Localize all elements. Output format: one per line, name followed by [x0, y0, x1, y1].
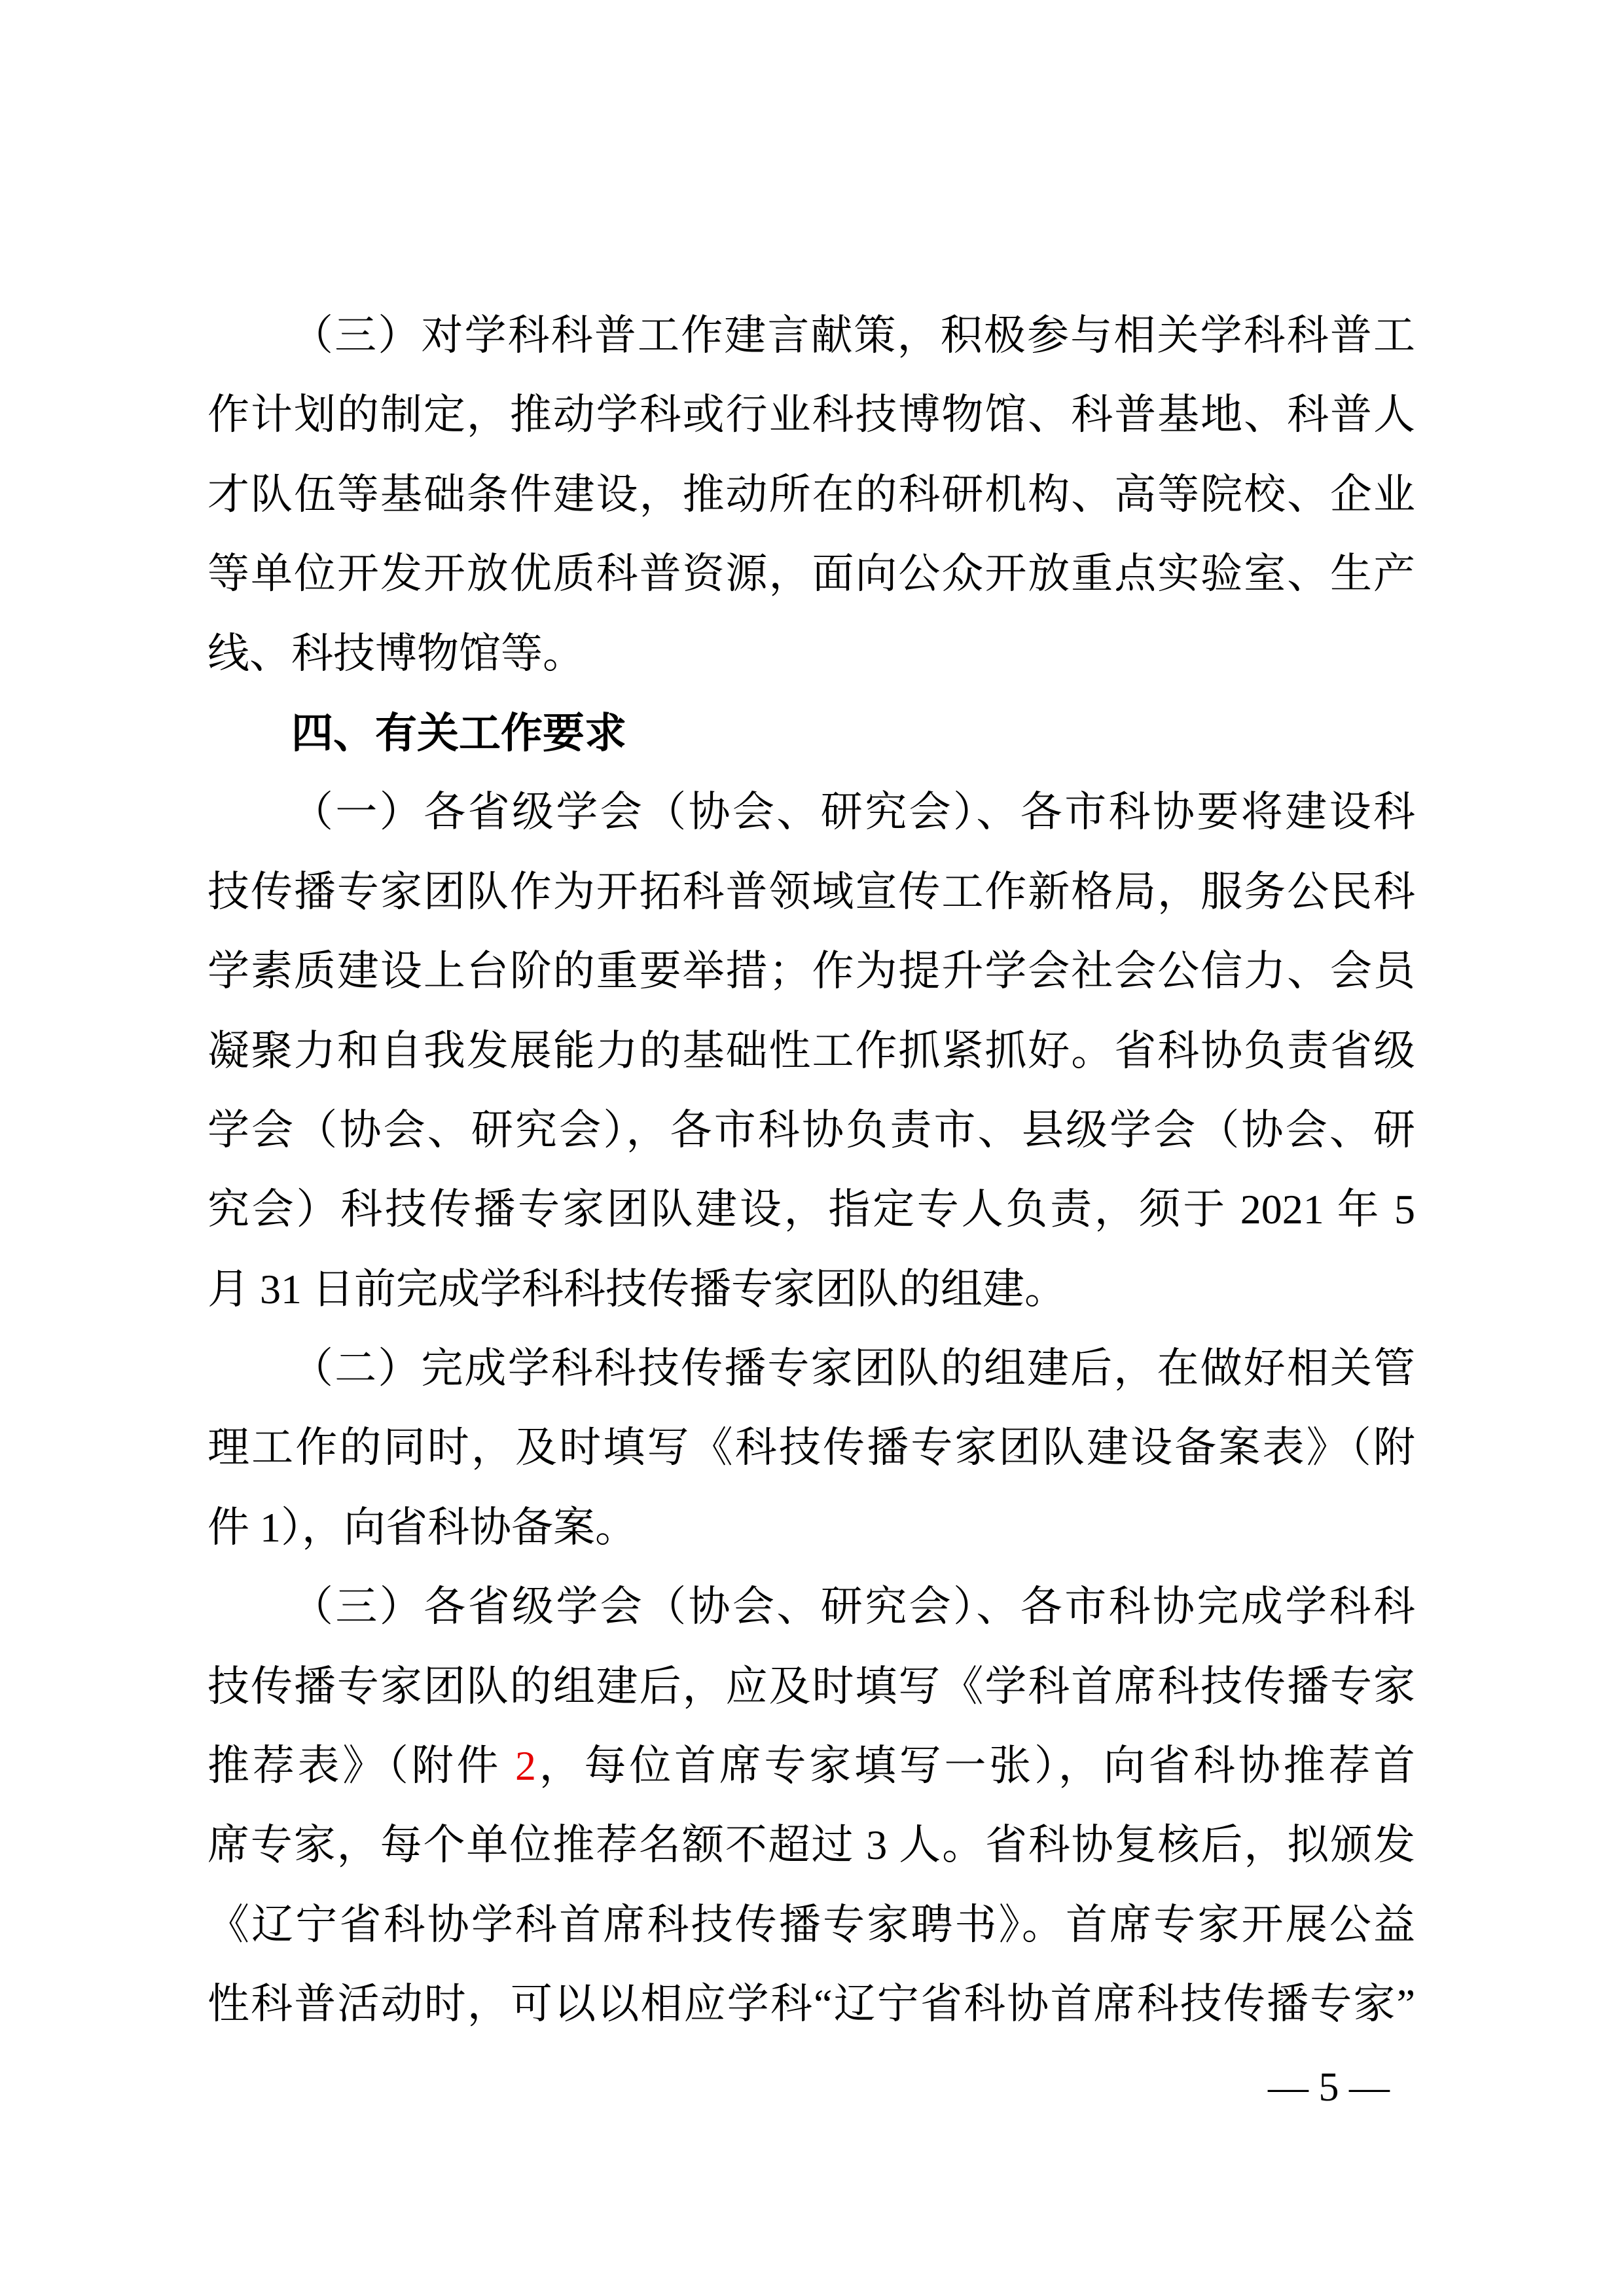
text-segment: 等单位开发开放优质科普资源，面向公众开放重点实验室、生产 [208, 550, 1415, 598]
text-line [208, 312, 1415, 391]
text-line [208, 1424, 1415, 1503]
text-segment: 究会）科技传播专家团队建设，指定专人负责，须于 2021 年 5 [208, 1186, 1415, 1233]
text-line [208, 471, 1415, 550]
text-segment: 理工作的同时，及时填写《科技传播专家团队建设备案表》（附 [208, 1424, 1415, 1471]
text-line [208, 1265, 1415, 1344]
text-segment: （三）对学科科普工作建言献策，积极参与相关学科科普工 [291, 312, 1415, 359]
text-line [208, 1663, 1415, 1742]
text-line [208, 1027, 1415, 1106]
text-segment: （三）各省级学会（协会、研究会）、各市科协完成学科科 [291, 1583, 1415, 1631]
text-line [208, 1980, 1415, 2059]
text-segment: 技传播专家团队作为开拓科普领域宣传工作新格局，服务公民科 [208, 868, 1415, 915]
text-segment: 月 31 日前完成学科科技传播专家团队的组建。 [208, 1265, 1066, 1312]
text-segment: 线、科技博物馆等。 [208, 630, 585, 677]
text-line [208, 391, 1415, 470]
section-heading-4 [208, 709, 1415, 788]
text-line [208, 550, 1415, 629]
text-segment: 学会（协会、研究会），各市科协负责市、县级学会（协会、研 [208, 1106, 1415, 1153]
text-line [208, 788, 1415, 867]
text-line [208, 1344, 1415, 1424]
text-line [208, 1901, 1415, 1980]
text-line [208, 947, 1415, 1026]
paragraph-item-3-prev-section [208, 312, 1415, 709]
text-segment: 学素质建设上台阶的重要举措；作为提升学会社会公信力、会员 [208, 948, 1415, 995]
section-heading-line [208, 709, 1415, 788]
text-segment: ，每位首席专家填写一张），向省科协推荐首 [536, 1742, 1415, 1790]
text-segment: 才队伍等基础条件建设，推动所在的科研机构、高等院校、企业 [208, 471, 1415, 518]
text-segment: （一）各省级学会（协会、研究会）、各市科协要将建设科 [291, 789, 1415, 836]
text-line [208, 1583, 1415, 1662]
text-segment: 凝聚力和自我发展能力的基础性工作抓紧抓好。省科协负责省级 [208, 1027, 1415, 1074]
text-segment: （二）完成学科科技传播专家团队的组建后，在做好相关管 [291, 1345, 1415, 1392]
text-line [208, 1504, 1415, 1583]
text-segment: 件 1），向省科协备案。 [208, 1504, 637, 1551]
text-segment: 作计划的制定，推动学科或行业科技博物馆、科普基地、科普人 [208, 391, 1415, 439]
text-line [208, 630, 1415, 709]
text-line [208, 1821, 1415, 1900]
text-line [208, 1106, 1415, 1185]
text-line [208, 1742, 1415, 1821]
text-segment: 四、有关工作要求 [291, 709, 626, 757]
attachment-number-red: 2 [515, 1742, 536, 1790]
text-segment: 《辽宁省科协学科首席科技传播专家聘书》。首席专家开展公益 [208, 1901, 1415, 1948]
page-number: — 5 — [1268, 2065, 1390, 2110]
text-segment: 席专家，每个单位推荐名额不超过 3 人。省科协复核后，拟颁发 [208, 1822, 1415, 1869]
text-segment: 性科普活动时，可以以相应学科“辽宁省科协首席科技传播专家” [208, 1981, 1415, 2028]
paragraph-item-3 [208, 1583, 1415, 2059]
text-segment: 技传播专家团队的组建后，应及时填写《学科首席科技传播专家 [208, 1663, 1415, 1710]
paragraph-item-1 [208, 788, 1415, 1344]
text-segment: 推荐表》（附件 [208, 1742, 515, 1790]
paragraph-item-2 [208, 1344, 1415, 1583]
text-line [208, 868, 1415, 947]
document-body [208, 312, 1415, 2060]
text-line [208, 1185, 1415, 1265]
